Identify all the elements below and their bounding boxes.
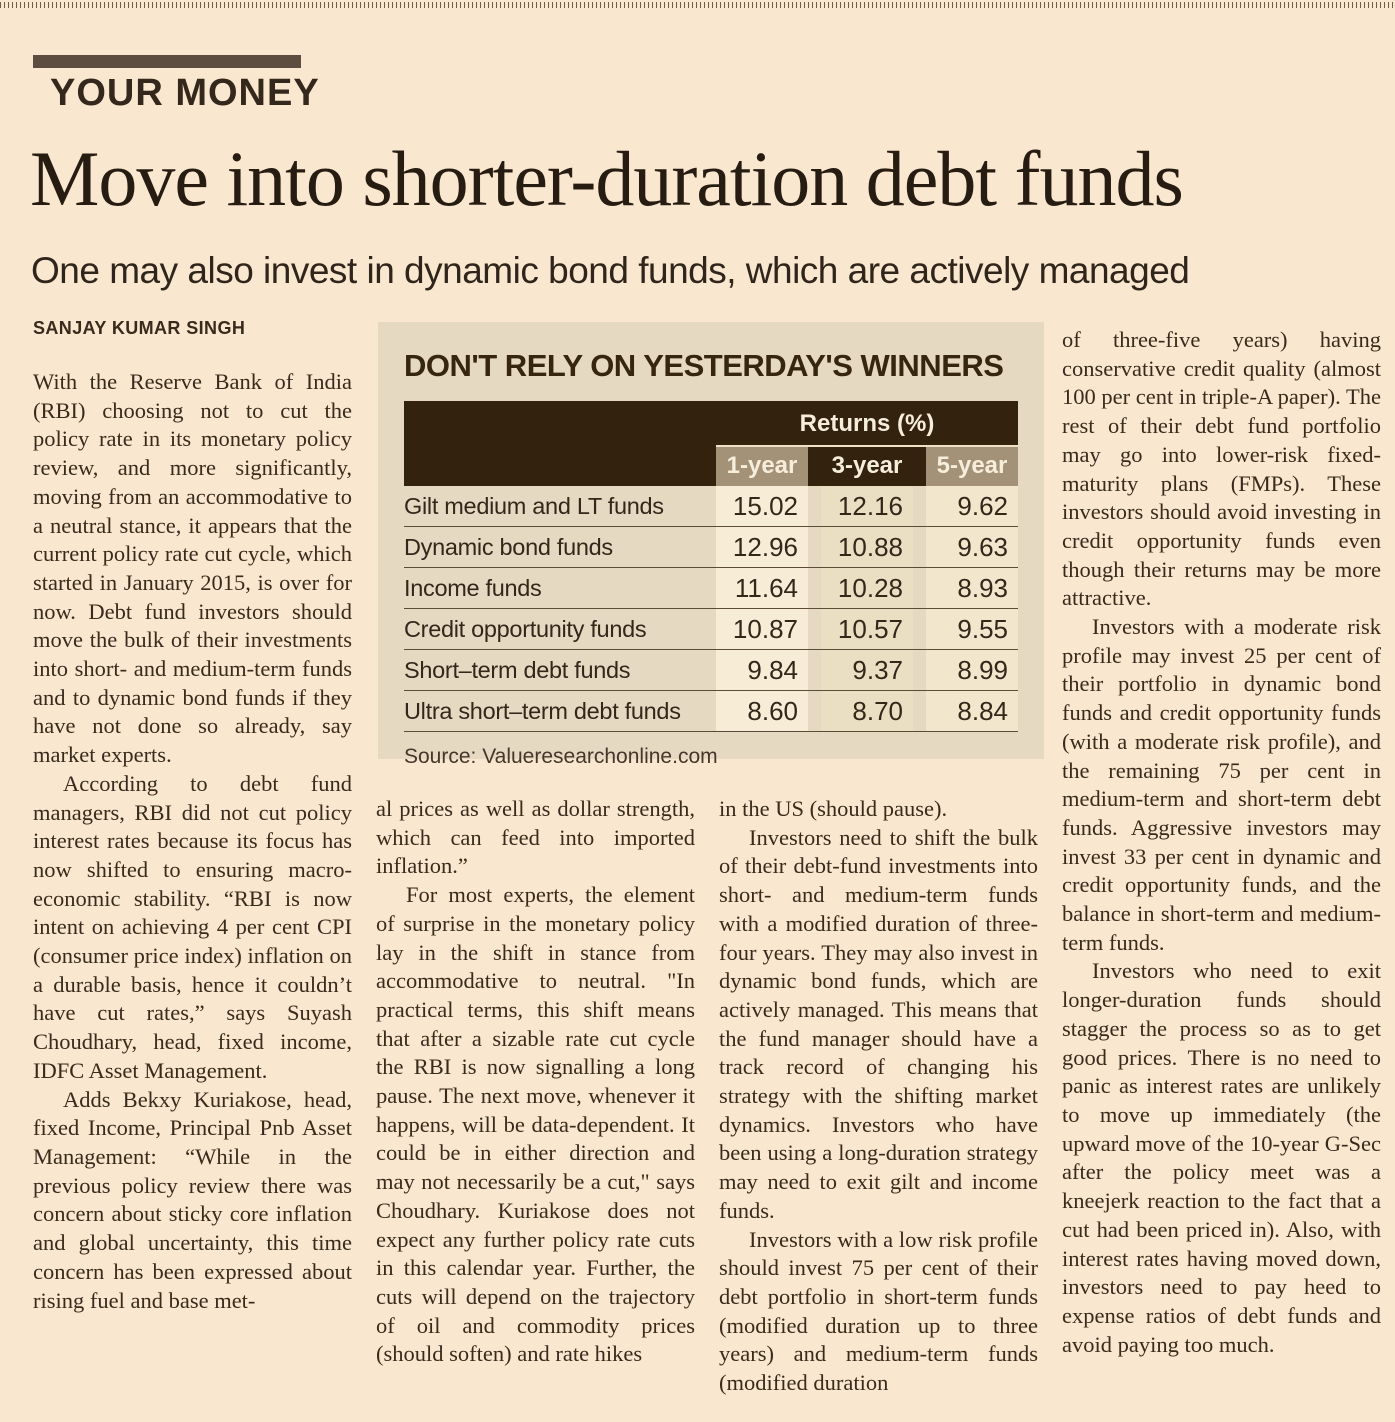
return-3yr: 10.88 <box>821 527 913 567</box>
return-1yr: 10.87 <box>716 609 808 649</box>
return-5yr: 8.93 <box>926 568 1018 608</box>
col-header-1-year: 1-year <box>716 447 808 486</box>
article-paragraph: Investors with a low risk profile should invest 75 per cent of their debt portfolio in short-term funds (modified duration up to three years) and medium-term funds (modified duration <box>719 1226 1038 1396</box>
table-row <box>404 527 1018 568</box>
table-column-header-row <box>404 445 1018 486</box>
article-column-3 <box>719 795 1038 1422</box>
article-paragraph: in the US (should pause). <box>719 796 948 821</box>
article-column-4 <box>1062 326 1381 1422</box>
returns-group-header: Returns (%) <box>799 410 935 437</box>
table-source: Source: Valueresearchonline.com <box>404 745 718 768</box>
return-3yr: 12.16 <box>821 486 913 526</box>
kicker-bar <box>33 55 301 68</box>
top-dotted-rule <box>0 2 1395 8</box>
return-3yr: 8.70 <box>821 691 913 731</box>
table-title: DON'T RELY ON YESTERDAY'S WINNERS <box>404 348 1004 383</box>
return-5yr: 8.84 <box>926 691 1018 731</box>
table-group-header-row <box>404 401 1018 445</box>
fund-name: Dynamic bond funds <box>404 533 613 560</box>
headline: Move into shorter-duration debt funds <box>30 135 1183 222</box>
return-5yr: 8.99 <box>926 650 1018 690</box>
section-kicker: YOUR MONEY <box>50 72 320 114</box>
article-paragraph: According to debt fund managers, RBI did not cut policy interest rates because its focus has now shifted to ensuring macro-economic stability. “RBI is now intent on achieving 4 per cent CPI (consumer price index) inflation on a durable basis, hence it couldn’t have cut rates,” says Suyash Choudhary, head, fixed income, IDFC Asset Management. <box>33 770 352 1083</box>
table-header <box>404 401 1018 486</box>
returns-table-panel <box>378 322 1044 768</box>
article-paragraph: For most experts, the element of surprise in the monetary policy lay in the shift in stance from accommodative to neutral. "In practical terms, this shift means that after a sizable rate cut cycle the RBI is now signalling a long pause. The next move, whenever it happens, will be data-dependent. It could be in either direction and may not necessarily be a cut," says Choudhary. Kuriakose does not expect any further policy rate cuts in this calendar year. Further, the cuts will depend on the trajectory of oil and commodity prices (should soften) and rate hikes <box>376 882 695 1367</box>
article-paragraph: With the Reserve Bank of India (RBI) choosing not to cut the policy rate in its monetary policy review, and more significantly, moving from an accommodative to a neutral stance, it appears that the current policy rate cut cycle, which started in January 2015, is over for now. Debt fund investors should move the bulk of their investments into short- and medium-term funds and to dynamic bond funds if they have not done so already, say market experts. <box>33 369 352 768</box>
fund-name: Credit opportunity funds <box>404 615 647 642</box>
col-header-5-year: 5-year <box>926 447 1018 486</box>
return-5yr: 9.63 <box>926 527 1018 567</box>
returns-table <box>404 401 1018 732</box>
return-1yr: 11.64 <box>716 568 808 608</box>
return-3yr: 10.28 <box>821 568 913 608</box>
byline: SANJAY KUMAR SINGH <box>33 318 246 338</box>
article-column-1 <box>33 368 352 1422</box>
article-paragraph: Investors need to shift the bulk of their debt-fund investments into short- and medium-term funds with a modified duration of three-four years. They may also invest in dynamic bond funds, which are actively managed. This means that the fund manager should have a track record of changing his strategy with the shifting market dynamics. Investors who have been using a long-duration strategy may need to exit gilt and income funds. <box>719 824 1038 1223</box>
column-header-chips <box>716 445 1018 486</box>
article-paragraph: Adds Bekxy Kuriakose, head, fixed Income, Principal Pnb Asset Management: “While in the previous policy review there was concern about sticky core inflation and global uncertainty, this time concern has been expressed about rising fuel and base met- <box>33 1086 352 1313</box>
table-row <box>404 486 1018 527</box>
return-1yr: 12.96 <box>716 527 808 567</box>
table-row <box>404 650 1018 691</box>
table-row <box>404 691 1018 732</box>
article-paragraph: of three-five years) having conservative credit quality (almost 100 per cent in triple-A paper). The rest of their debt fund portfolio may go into lower-risk fixed-maturity plans (FMPs). These investors should avoid investing in credit opportunity funds even though their returns may be more attractive. <box>1062 327 1381 611</box>
fund-name: Gilt medium and LT funds <box>404 492 664 519</box>
return-1yr: 8.60 <box>716 691 808 731</box>
table-row <box>404 568 1018 609</box>
return-5yr: 9.55 <box>926 609 1018 649</box>
return-3yr: 10.57 <box>821 609 913 649</box>
return-1yr: 9.84 <box>716 650 808 690</box>
article-paragraph: Investors who need to exit longer-duration funds should stagger the process so as to get good prices. There is no need to panic as interest rates are unlikely to move up immediately (the upward move of the 10-year G-Sec after the policy meet was a kneejerk reaction to the fact that a cut had been priced in). Also, with interest rates having moved down, investors need to pay heed to expense ratios of debt funds and avoid paying too much. <box>1062 958 1381 1357</box>
return-3yr: 9.37 <box>821 650 913 690</box>
article-column-2 <box>376 795 695 1422</box>
fund-name: Short–term debt funds <box>404 656 631 683</box>
fund-name: Income funds <box>404 574 542 601</box>
col-header-3-year: 3-year <box>821 447 913 486</box>
article-paragraph: Investors with a moderate risk profile may invest 25 per cent of their portfolio in dynamic bond funds and credit opportunity funds (with a moderate risk profile), and the remaining 75 per cent in medium-term and short-term debt funds. Aggressive investors may invest 33 per cent in dynamic and credit opportunity funds, and the balance in short-term and medium-term funds. <box>1062 614 1381 955</box>
table-row <box>404 609 1018 650</box>
article-paragraph: al prices as well as dollar strength, which can feed into imported inflation.” <box>376 796 695 879</box>
fund-name: Ultra short–term debt funds <box>404 697 681 724</box>
return-5yr: 9.62 <box>926 486 1018 526</box>
subheadline: One may also invest in dynamic bond funds, which are actively managed <box>31 250 1190 291</box>
return-1yr: 15.02 <box>716 486 808 526</box>
